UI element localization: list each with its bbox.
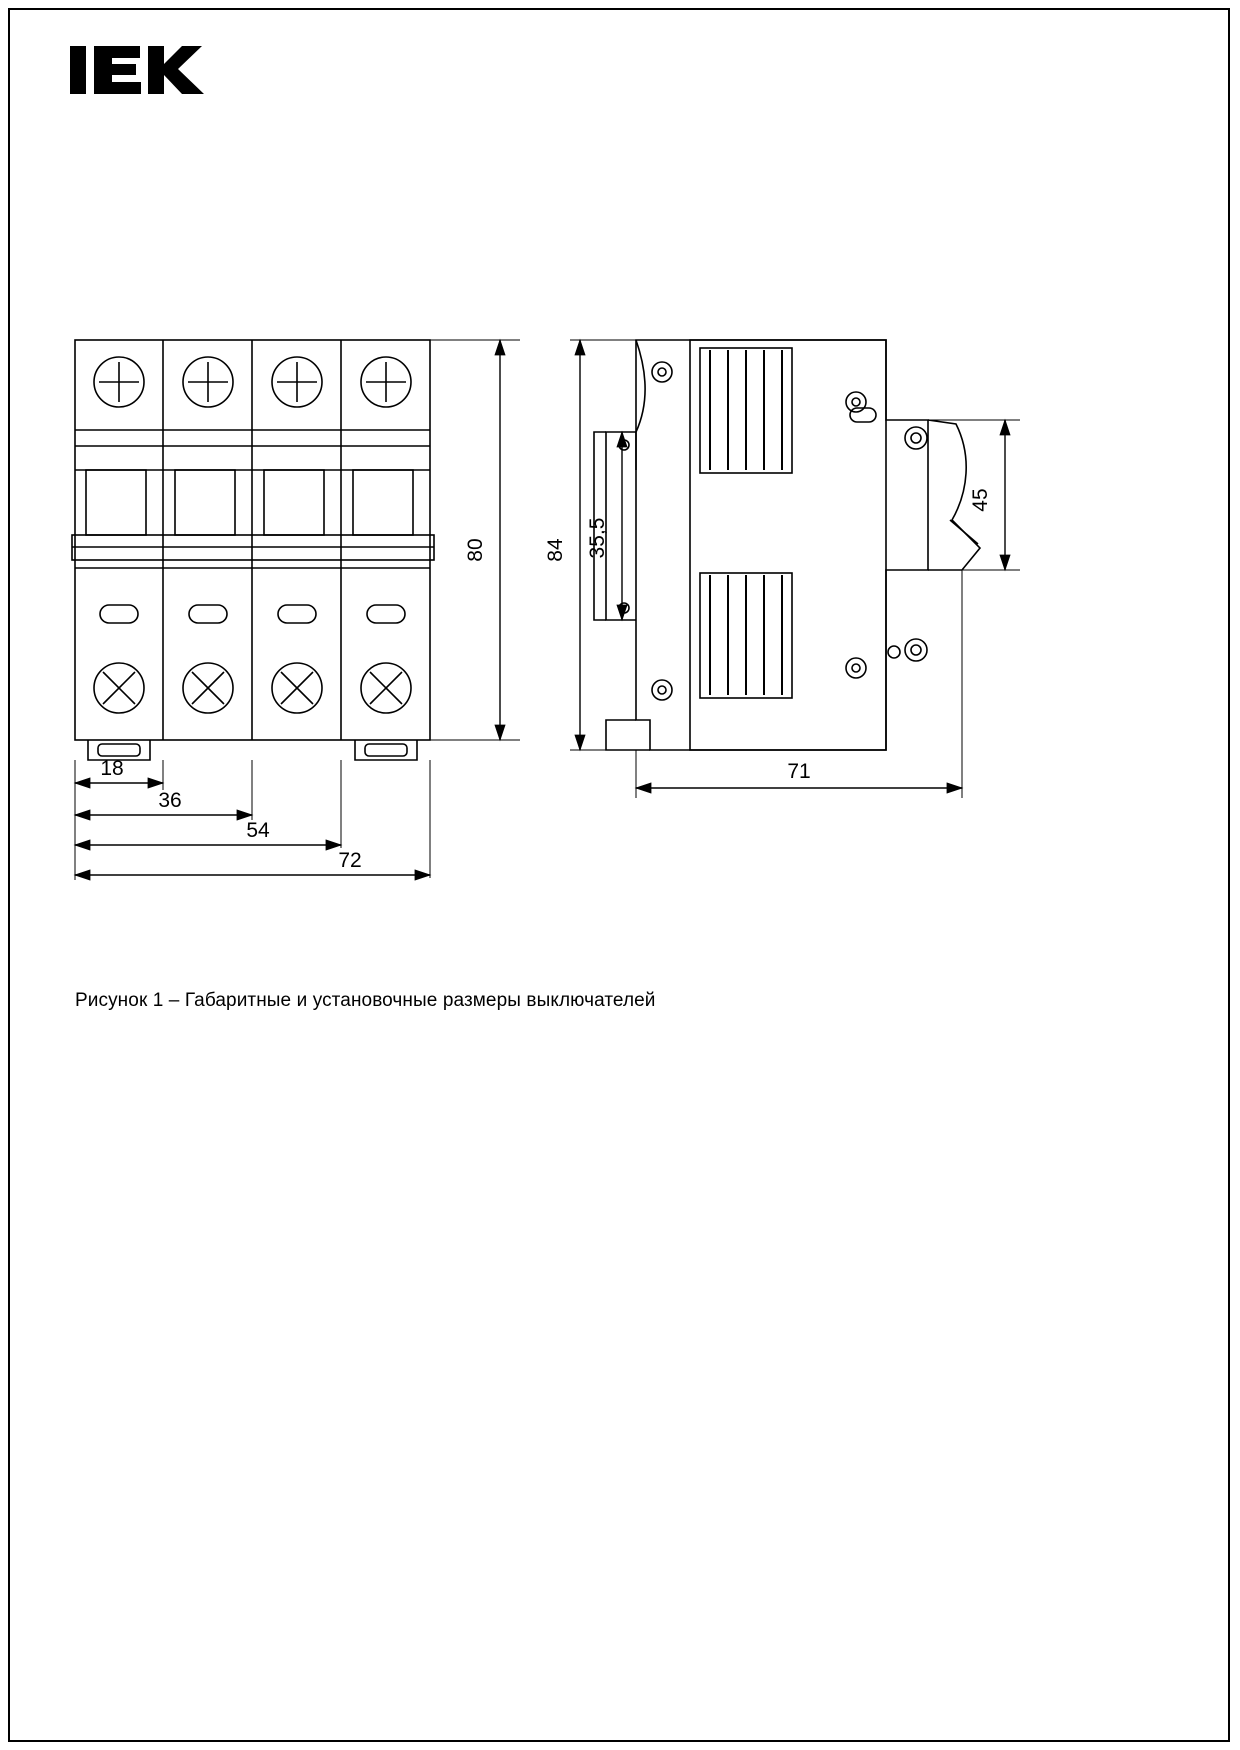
dimension-label-45: 45 bbox=[969, 488, 992, 512]
iek-logo-icon bbox=[68, 38, 208, 108]
dimension-label-71: 71 bbox=[787, 760, 811, 783]
dimension-label-35-5: 35,5 bbox=[586, 517, 609, 559]
figure-caption: Рисунок 1 – Габаритные и установочные размеры выключателей bbox=[75, 990, 656, 1011]
circuit-breaker-dimensions-drawing bbox=[50, 320, 1170, 920]
iek-logo bbox=[68, 38, 208, 108]
dimension-label-36: 36 bbox=[158, 789, 182, 812]
dimension-label-18: 18 bbox=[100, 757, 124, 780]
dimension-label-72: 72 bbox=[338, 849, 362, 872]
dimension-label-84: 84 bbox=[544, 538, 567, 562]
dimension-label-80: 80 bbox=[464, 538, 487, 562]
dimension-label-54: 54 bbox=[246, 819, 270, 842]
side-view bbox=[594, 340, 980, 750]
front-view bbox=[72, 340, 434, 760]
